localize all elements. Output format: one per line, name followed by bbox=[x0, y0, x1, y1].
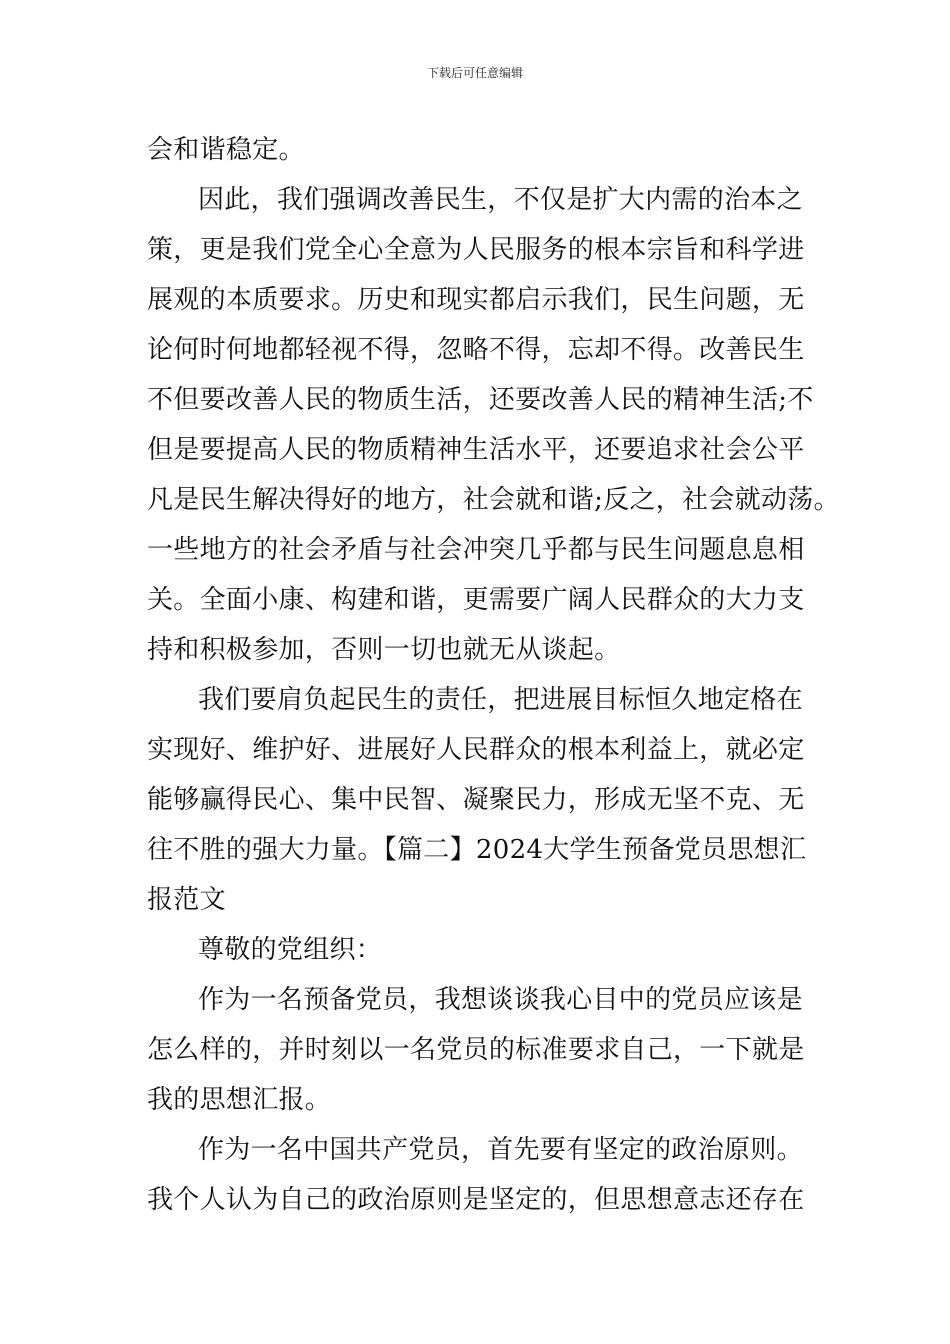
text-line: 凡是民生解决得好的地方，社会就和谐;反之，社会就动荡。 bbox=[147, 485, 840, 515]
page-header-note: 下载后可任意编辑 bbox=[426, 66, 523, 80]
text-line: 我们要肩负起民生的责任，把进展目标恒久地定格在 bbox=[198, 685, 803, 715]
text-line: 会和谐稳定。 bbox=[147, 135, 305, 165]
text-line: 但是要提高人民的物质精神生活水平，还要追求社会公平 bbox=[147, 435, 805, 465]
text-line: 作为一名预备党员，我想谈谈我心目中的党员应该是 bbox=[198, 985, 803, 1015]
text-line: 不但要改善人民的物质生活，还要改善人民的精神生活;不 bbox=[147, 385, 814, 415]
text-line: 策，更是我们党全心全意为人民服务的根本宗旨和科学进 bbox=[147, 235, 805, 265]
text-line: 因此，我们强调改善民生，不仅是扩大内需的治本之 bbox=[198, 185, 803, 215]
text-line: 作为一名中国共产党员，首先要有坚定的政治原则。 bbox=[198, 1135, 803, 1165]
text-line: 实现好、维护好、进展好人民群众的根本利益上，就必定 bbox=[147, 735, 805, 765]
text-line: 我的思想汇报。 bbox=[147, 1085, 332, 1115]
text-line: 论何时何地都轻视不得，忽略不得，忘却不得。改善民生 bbox=[147, 335, 805, 365]
text-line: 尊敬的党组织： bbox=[198, 935, 383, 965]
text-line: 我个人认为自己的政治原则是坚定的，但思想意志还存在 bbox=[147, 1185, 805, 1215]
text-line: 能够赢得民心、集中民智、凝聚民力，形成无坚不克、无 bbox=[147, 785, 805, 815]
text-line: 报范文 bbox=[147, 885, 226, 915]
text-line: 往不胜的强大力量。【篇二】2024大学生预备党员思想汇 bbox=[147, 835, 807, 865]
text-line: 一些地方的社会矛盾与社会冲突几乎都与民生问题息息相 bbox=[147, 535, 805, 565]
text-line: 持和积极参加，否则一切也就无从谈起。 bbox=[147, 635, 621, 665]
text-line: 关。全面小康、构建和谐，更需要广阔人民群众的大力支 bbox=[147, 585, 805, 615]
text-line: 怎么样的，并时刻以一名党员的标准要求自己，一下就是 bbox=[147, 1035, 805, 1065]
text-line: 展观的本质要求。历史和现实都启示我们，民生问题，无 bbox=[147, 285, 805, 315]
